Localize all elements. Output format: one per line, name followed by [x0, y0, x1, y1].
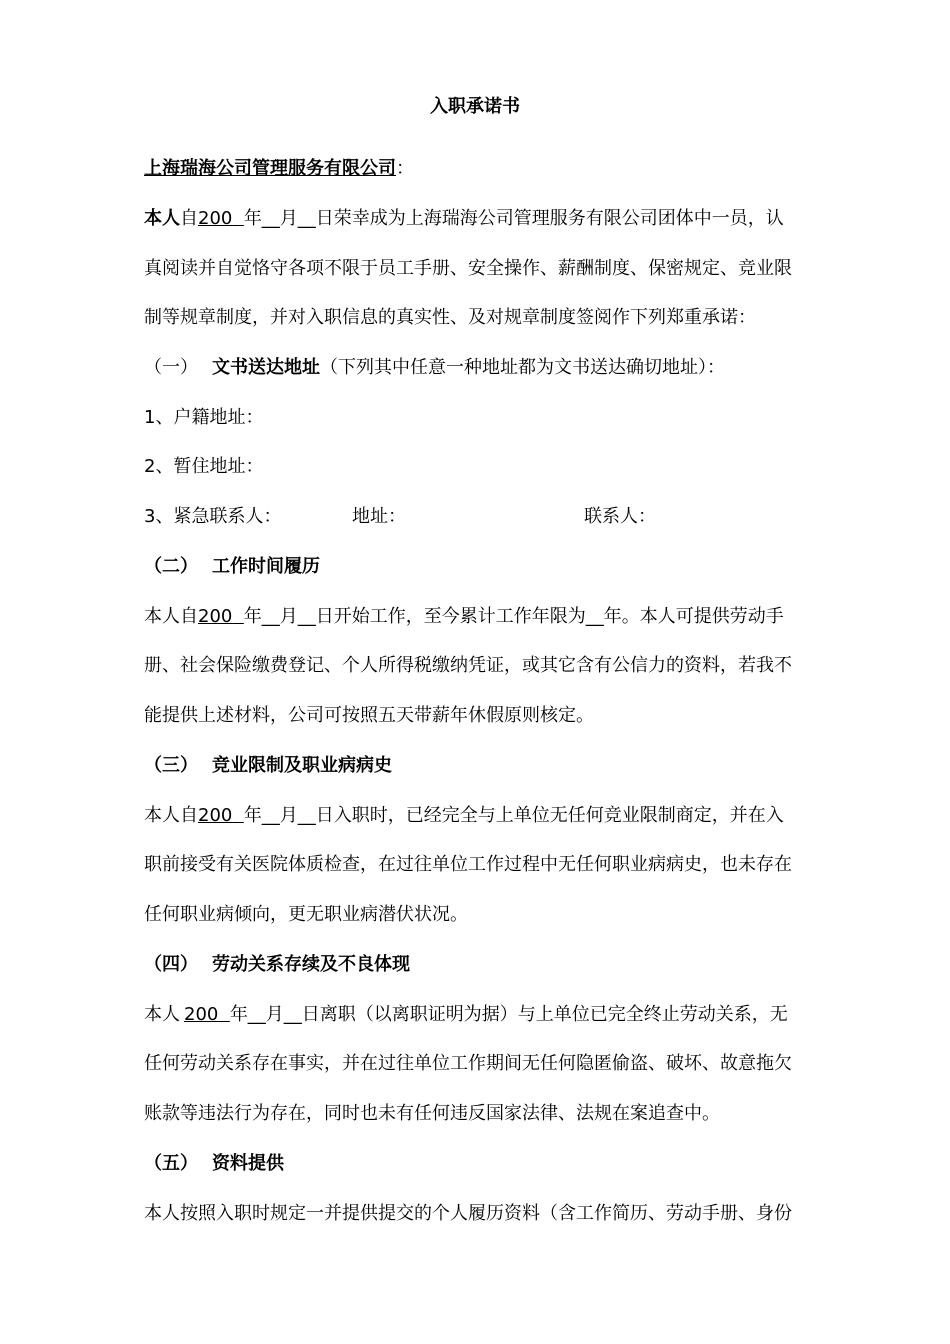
section2-line1-b: 年__月__日开始工作，至今累计工作年限为__年。本人可提供劳动手 — [243, 606, 784, 627]
section1-number: （一） — [144, 357, 198, 378]
intro-year-text: 200 — [198, 208, 233, 229]
section2-year-text: 200 — [198, 606, 233, 627]
section2-line-3: 能提供上述材料，公司可按照五天带薪年休假原则核定。 — [144, 705, 594, 726]
section3-line-3: 任何职业病倾向，更无职业病潜伏状况。 — [144, 904, 468, 925]
section4-number: （四） — [144, 954, 198, 975]
section1-note: （下列其中任意一种地址都为文书送达确切地址）： — [320, 357, 725, 378]
section3-line-2: 职前接受有关医院体质检查，在过往单位工作过程中无任何职业病病史，也未存在 — [144, 854, 792, 875]
section3-number: （三） — [144, 755, 198, 776]
section5-line-1: 本人按照入职时规定一并提供提交的个人履历资料（含工作简历、劳动手册、身份 — [144, 1203, 792, 1224]
section1-item3-contact: 联系人： — [584, 506, 656, 527]
addressee-colon: ： — [396, 158, 414, 179]
section3-heading-line — [144, 751, 844, 781]
section1-item-2: 2、暂住地址： — [144, 456, 264, 477]
section4-year — [184, 1004, 230, 1025]
section3-line1-a: 本人自 — [144, 805, 198, 826]
section2-heading: 工作时间履历 — [212, 556, 320, 577]
section4-line-3: 账款等违法行为存在，同时也未有任何违反国家法律、法规在案追查中。 — [144, 1103, 720, 1124]
section3-year — [198, 805, 244, 826]
section3-line1-b: 年__月__日入职时，已经完全与上单位无任何竞业限制商定，并在入 — [243, 805, 784, 826]
intro-year — [198, 208, 244, 229]
section2-heading-line — [144, 552, 844, 582]
section2-year — [198, 606, 244, 627]
addressee-line — [144, 154, 844, 184]
section5-number: （五） — [144, 1153, 198, 1174]
section1-item-1: 1、户籍地址： — [144, 407, 264, 428]
intro-line1-a: 自 — [180, 208, 198, 229]
section2-line1-a: 本人自 — [144, 606, 198, 627]
section2-number: （二） — [144, 556, 198, 577]
section2-line-2: 册、社会保险缴费登记、个人所得税缴纳凭证，或其它含有公信力的资料，若我不 — [144, 655, 792, 676]
section2-line-1 — [144, 602, 844, 632]
section4-line-2: 任何劳动关系存在事实，并在过往单位工作期间无任何隐匿偷盗、破坏、故意拖欠 — [144, 1053, 792, 1074]
addressee-company: 上海瑞海公司管理服务有限公司 — [144, 158, 396, 179]
intro-line-2: 真阅读并自觉恪守各项不限于员工手册、安全操作、薪酬制度、保密规定、竞业限 — [144, 258, 792, 279]
intro-line-3: 制等规章制度，并对入职信息的真实性、及对规章制度签阅作下列郑重承诺： — [144, 307, 756, 328]
section5-heading-line — [144, 1149, 844, 1179]
section4-heading: 劳动关系存续及不良体现 — [212, 954, 410, 975]
section1-heading: 文书送达地址 — [212, 357, 320, 378]
section4-year-text: 200 — [184, 1004, 219, 1025]
section4-line1-a: 本人 — [144, 1004, 180, 1025]
section3-heading: 竞业限制及职业病病史 — [212, 755, 392, 776]
section1-heading-line — [144, 353, 844, 383]
section1-item3-address: 地址： — [352, 506, 406, 527]
section4-heading-line — [144, 950, 844, 980]
intro-lead: 本人 — [144, 208, 180, 229]
section1-item3-label: 3、紧急联系人： — [144, 506, 282, 527]
section4-line1-b: 年__月__日离职（以离职证明为据）与上单位已完全终止劳动关系，无 — [229, 1004, 788, 1025]
intro-line-1 — [144, 204, 844, 234]
section3-year-text: 200 — [198, 805, 233, 826]
section5-heading: 资料提供 — [212, 1153, 284, 1174]
section1-item-3 — [144, 502, 844, 532]
section3-line-1 — [144, 801, 844, 831]
document-title: 入职承诺书 — [430, 96, 520, 117]
section4-line-1 — [144, 1000, 844, 1030]
intro-line1-b: 年__月__日荣幸成为上海瑞海公司管理服务有限公司团体中一员，认 — [243, 208, 784, 229]
